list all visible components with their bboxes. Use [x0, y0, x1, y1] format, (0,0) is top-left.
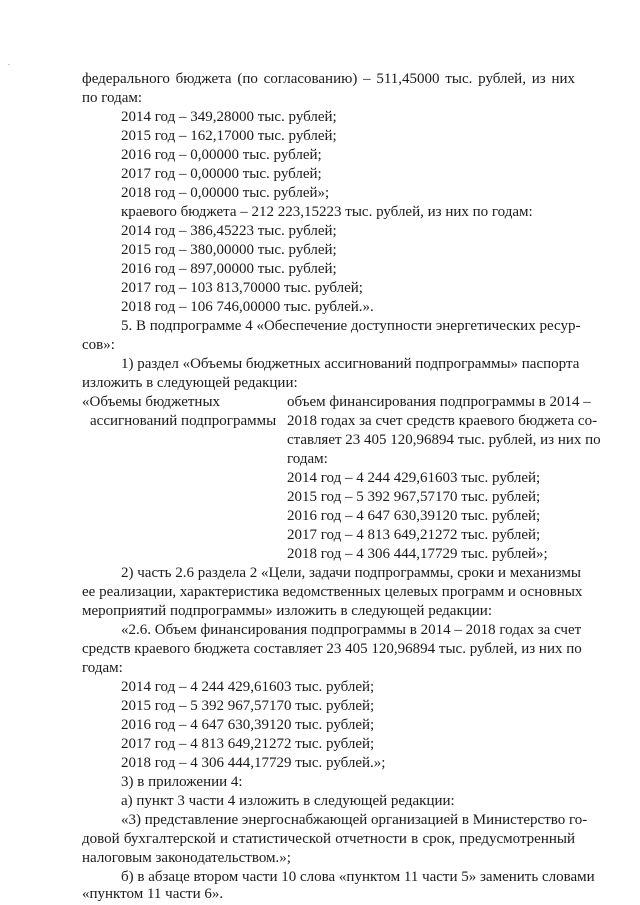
text-line: 2016 год – 4 647 630,39120 тыс. рублей;: [121, 717, 375, 733]
text-line: по годам:: [82, 90, 143, 106]
text-line: 2016 год – 897,00000 тыс. рублей;: [121, 261, 337, 277]
table-cell-value: 2014 год – 4 244 429,61603 тыс. рублей;: [287, 470, 541, 486]
text-line: сов»:: [82, 337, 115, 353]
table-cell-label: ассигнований подпрограммы: [90, 413, 277, 429]
text-line: «3) представление энергоснабжающей организацией в Министерство го-: [121, 812, 588, 828]
table-cell-value: 2018 год – 4 306 444,17729 тыс. рублей»;: [287, 546, 548, 562]
text-line: 2015 год – 380,00000 тыс. рублей;: [121, 242, 337, 258]
margin-mark: .: [8, 58, 10, 67]
text-line: а) пункт 3 части 4 изложить в следующей редакции:: [121, 793, 455, 809]
table-cell-label: «Объемы бюджетных: [82, 394, 221, 410]
text-line: налоговым законодательством.»;: [82, 850, 291, 866]
text-line: 2) часть 2.6 раздела 2 «Цели, задачи подпрограммы, сроки и механизмы: [121, 565, 581, 581]
text-line: федерального бюджета (по согласованию) – 511,45000 тыс. рублей, из них: [82, 71, 575, 87]
text-line: «пунктом 11 части 6».: [82, 886, 224, 902]
text-line: ее реализации, характеристика ведомственных целевых программ и основных: [82, 584, 583, 600]
text-line: б) в абзаце втором части 10 слова «пунктом 11 части 5» заменить словами: [121, 869, 595, 885]
table-cell-value: 2017 год – 4 813 649,21272 тыс. рублей;: [287, 527, 541, 543]
text-line: 2018 год – 4 306 444,17729 тыс. рублей.»;: [121, 755, 386, 771]
text-line: 2017 год – 103 813,70000 тыс. рублей;: [121, 280, 363, 296]
text-line: краевого бюджета – 212 223,15223 тыс. рублей, из них по годам:: [121, 204, 533, 220]
text-line: 2015 год – 162,17000 тыс. рублей;: [121, 128, 337, 144]
text-line: изложить в следующей редакции:: [82, 375, 298, 391]
text-line: мероприятий подпрограммы» изложить в следующей редакции:: [82, 603, 492, 619]
table-cell-value: 2015 год – 5 392 967,57170 тыс. рублей;: [287, 489, 541, 505]
text-line: 2014 год – 349,28000 тыс. рублей;: [121, 109, 337, 125]
text-line: 1) раздел «Объемы бюджетных ассигнований подпрограммы» паспорта: [121, 356, 580, 372]
text-line: 2017 год – 4 813 649,21272 тыс. рублей;: [121, 736, 375, 752]
text-line: 2018 год – 0,00000 тыс. рублей»;: [121, 185, 330, 201]
table-cell-value: ставляет 23 405 120,96894 тыс. рублей, из них по: [287, 432, 601, 448]
text-line: 2014 год – 386,45223 тыс. рублей;: [121, 223, 337, 239]
text-line: 3) в приложении 4:: [121, 774, 243, 790]
text-line: 2016 год – 0,00000 тыс. рублей;: [121, 147, 322, 163]
text-line: «2.6. Объем финансирования подпрограммы в 2014 – 2018 годах за счет: [121, 622, 582, 638]
table-cell-value: 2018 годах за счет средств краевого бюджета со-: [287, 413, 598, 429]
text-line: довой бухгалтерской и статистической отчетности в срок, предусмотренный: [82, 831, 575, 847]
table-cell-value: 2016 год – 4 647 630,39120 тыс. рублей;: [287, 508, 541, 524]
text-line: годам:: [82, 660, 123, 676]
text-line: 5. В подпрограмме 4 «Обеспечение доступности энергетических ресур-: [121, 318, 581, 334]
text-line: 2018 год – 106 746,00000 тыс. рублей.».: [121, 299, 374, 315]
text-line: 2014 год – 4 244 429,61603 тыс. рублей;: [121, 679, 375, 695]
table-cell-value: объем финансирования подпрограммы в 2014 –: [287, 394, 591, 410]
text-line: 2015 год – 5 392 967,57170 тыс. рублей;: [121, 698, 375, 714]
text-line: средств краевого бюджета составляет 23 405 120,96894 тыс. рублей, из них по: [82, 641, 582, 657]
table-cell-value: годам:: [287, 451, 328, 467]
text-line: 2017 год – 0,00000 тыс. рублей;: [121, 166, 322, 182]
